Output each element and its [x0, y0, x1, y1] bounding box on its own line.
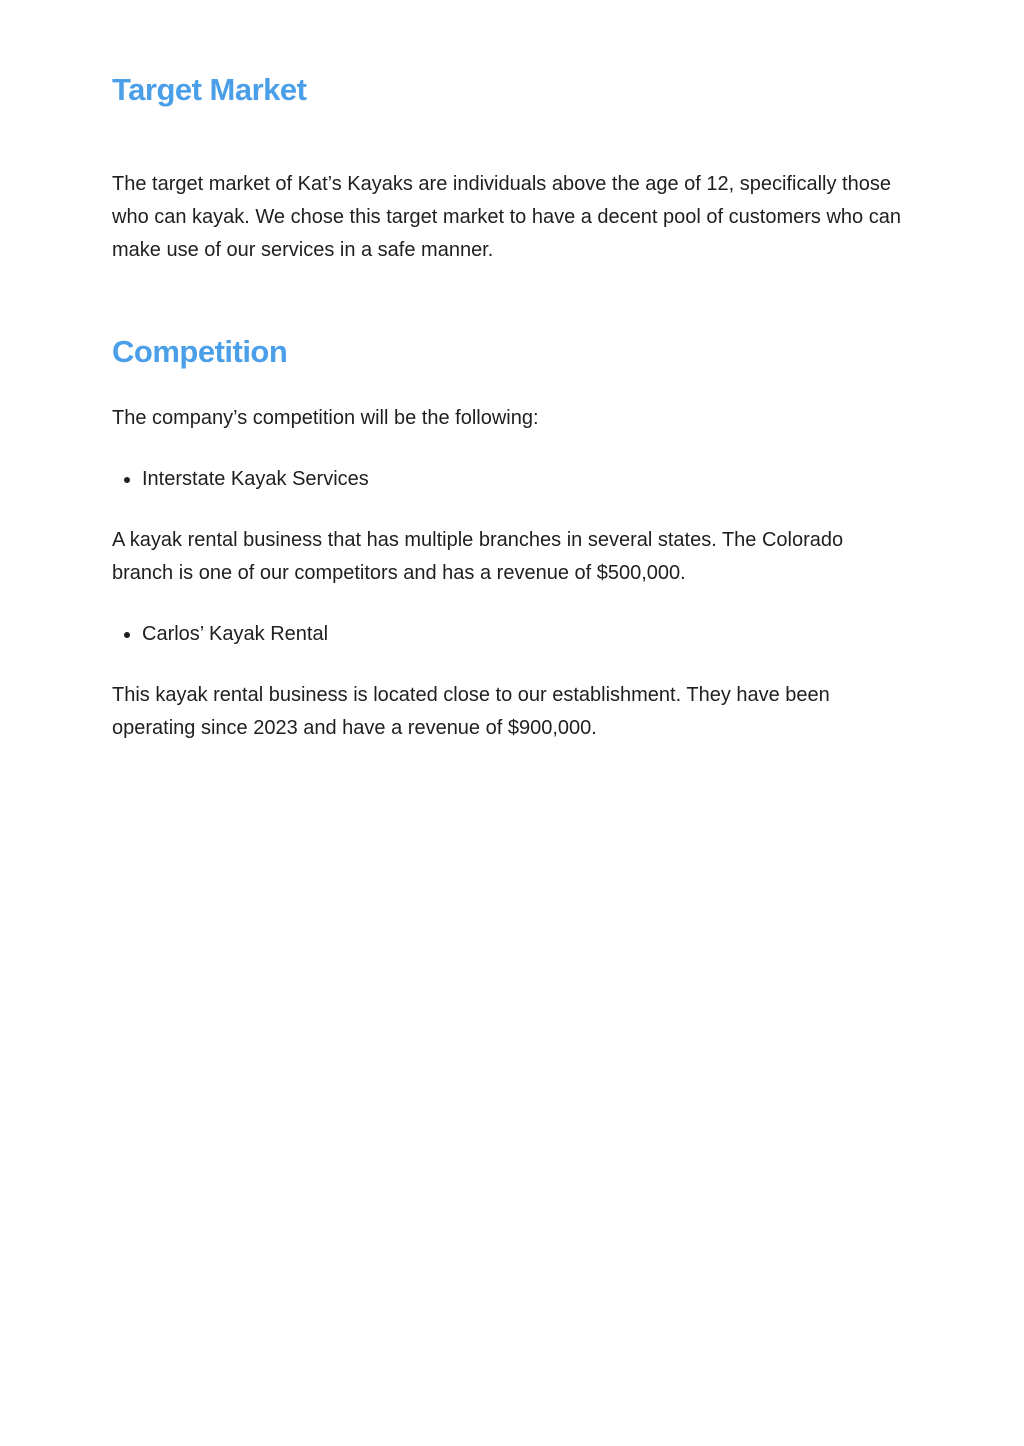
list-item — [112, 618, 902, 651]
competition-intro: The company’s competition will be the following: — [112, 407, 539, 429]
list-item — [112, 463, 902, 496]
competitor-list-2 — [112, 618, 902, 651]
bullet-icon — [124, 477, 130, 483]
competitor-name: Carlos’ Kayak Rental — [142, 623, 329, 645]
section-heading-competition: Competition — [112, 334, 288, 369]
competitor-description: This kayak rental business is located close to our establishment. They have been operating since 2023 and have a revenue of $900,000. — [112, 684, 830, 739]
competitor-list-1 — [112, 463, 902, 496]
bullet-icon — [124, 632, 130, 638]
competitor-name: Interstate Kayak Services — [142, 468, 369, 490]
target-market-paragraph: The target market of Kat’s Kayaks are individuals above the age of 12, specifically those who can kayak. We chose this target market to have a decent pool of customers who can make use of our services in a safe manner. — [112, 173, 901, 261]
section-heading-target-market: Target Market — [112, 72, 307, 107]
competitor-description: A kayak rental business that has multiple branches in several states. The Colorado branch is one of our competitors and has a revenue of $500,000. — [112, 529, 844, 584]
